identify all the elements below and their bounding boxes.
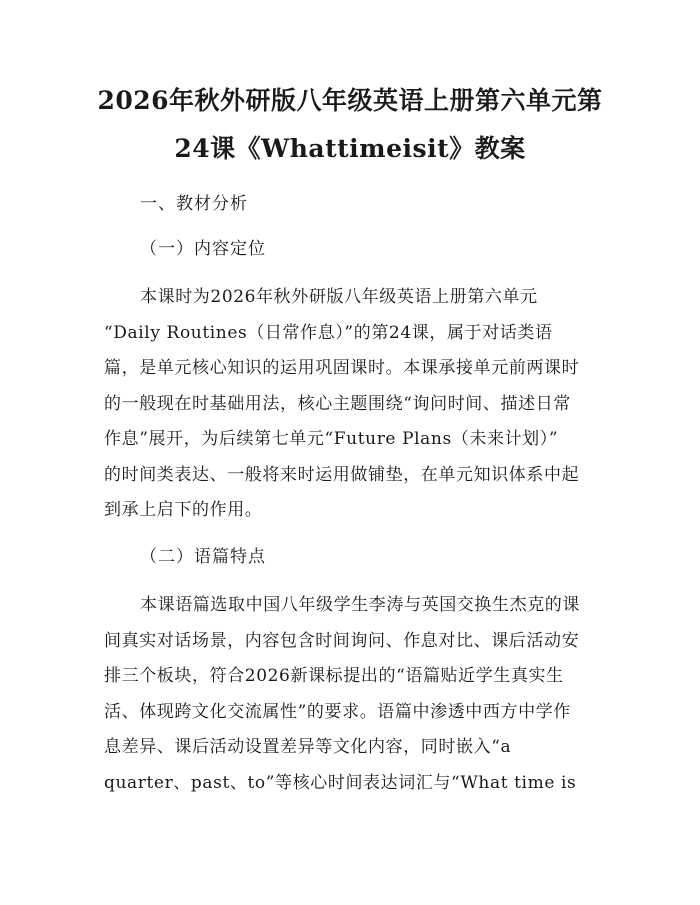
document-title-line-1: 2026年秋外研版八年级英语上册第六单元第	[97, 86, 603, 115]
paragraph-line: 间真实对话场景，内容包含时间询问、作息对比、课后活动安	[104, 630, 580, 651]
paragraph-line: quarter、past、to”等核心时间表达词汇与“What time is	[104, 772, 577, 793]
paragraph-line: 篇，是单元核心知识的运用巩固课时。本课承接单元前两课时	[104, 358, 580, 378]
paragraph-line: 的时间类表达、一般将来时运用做铺垫，在单元知识体系中起	[104, 464, 580, 485]
paragraph-line: 作息”展开，为后续第七单元“Future Plans（未来计划）”	[104, 429, 559, 449]
paragraph-line: 本课时为2026年秋外研版八年级英语上册第六单元	[140, 287, 538, 307]
paragraph-text-features	[104, 588, 600, 801]
paragraph-line: 本课语篇选取中国八年级学生李涛与英国交换生杰克的课	[140, 595, 580, 615]
paragraph-content-positioning	[104, 280, 600, 529]
paragraph-line: 排三个板块，符合2026新课标提出的“语篇贴近学生真实生	[104, 666, 564, 686]
paragraph-line: 息差异、课后活动设置差异等文化内容，同时嵌入“a	[104, 737, 512, 757]
subsection-heading-text-features: （二）语篇特点	[140, 547, 266, 567]
paragraph-line: 的一般现在时基础用法，核心主题围绕“询问时间、描述日常	[104, 393, 571, 414]
section-heading-textbook-analysis: 一、教材分析	[140, 194, 248, 214]
paragraph-line: 到承上启下的作用。	[104, 500, 263, 520]
subsection-heading-content-positioning: （一）内容定位	[140, 239, 266, 259]
paragraph-line: 活、体现跨文化交流属性”的要求。语篇中渗透中西方中学作	[104, 701, 571, 722]
document-title-line-2: 24课《Whattimeisit》教案	[174, 134, 526, 163]
paragraph-line: “Daily Routines（日常作息）”的第24课，属于对话类语	[104, 322, 553, 343]
